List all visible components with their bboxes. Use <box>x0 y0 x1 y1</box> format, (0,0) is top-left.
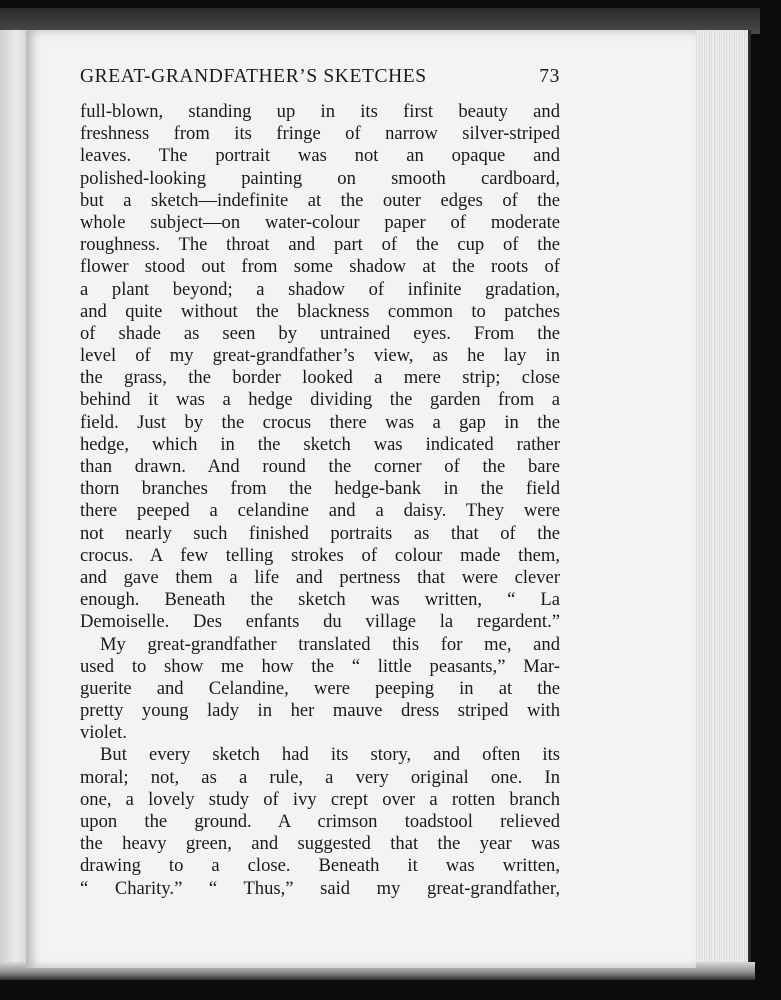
text-line: but a sketch—indefinite at the outer edges of the <box>80 189 560 211</box>
text-line: drawing to a close. Beneath it was written, <box>80 855 560 877</box>
text-line: pretty young lady in her mauve dress striped with <box>80 700 560 722</box>
text-line: flower stood out from some shadow at the roots of <box>80 256 560 278</box>
text-line: hedge, which in the sketch was indicated rather <box>80 433 560 455</box>
text-line: crocus. A few telling strokes of colour made them, <box>80 544 560 566</box>
text-line: guerite and Celandine, were peeping in at the <box>80 677 560 699</box>
left-page-edge <box>0 30 28 975</box>
running-title: GREAT-GRANDFATHER’S SKETCHES <box>80 66 427 87</box>
text-line: moral; not, as a rule, a very original one. In <box>80 766 560 788</box>
text-line: leaves. The portrait was not an opaque and <box>80 145 560 167</box>
text-line: the grass, the border looked a mere strip; close <box>80 367 560 389</box>
text-line: whole subject—on water-colour paper of moderate <box>80 211 560 233</box>
text-line: Demoiselle. Des enfants du village la regardent.” <box>80 611 560 633</box>
text-line: My great-grandfather translated this for me, and <box>100 633 560 655</box>
text-line: enough. Beneath the sketch was written, “ La <box>80 589 560 611</box>
text-line: a plant beyond; a shadow of infinite gradation, <box>80 278 560 300</box>
text-line: of shade as seen by untrained eyes. From the <box>80 322 560 344</box>
text-line: “ Charity.” “ Thus,” said my great-grandfather, <box>80 877 560 899</box>
text-line: polished-looking painting on smooth cardboard, <box>80 167 560 189</box>
text-line: and quite without the blackness common to patches <box>80 300 560 322</box>
text-line: not nearly such finished portraits as that of the <box>80 522 560 544</box>
text-line: and gave them a life and pertness that were clever <box>80 566 560 588</box>
text-line: than drawn. And round the corner of the bare <box>80 456 560 477</box>
text-line: But every sketch had its story, and often its <box>100 744 560 766</box>
text-line: one, a lovely study of ivy crept over a rotten branch <box>80 788 560 810</box>
text-line: violet. <box>80 722 127 744</box>
running-header <box>80 66 560 88</box>
text-line: the heavy green, and suggested that the year was <box>80 833 560 855</box>
text-line: behind it was a hedge dividing the garden from a <box>80 389 560 411</box>
text-line: level of my great-grandfather’s view, as he lay in <box>80 345 560 367</box>
text-line: freshness from its fringe of narrow silver-striped <box>80 123 560 145</box>
text-line: field. Just by the crocus there was a gap in the <box>80 411 560 433</box>
text-line: upon the ground. A crimson toadstool relieved <box>80 811 560 832</box>
text-line: thorn branches from the hedge-bank in the field <box>80 478 560 500</box>
page-stack-edge <box>690 30 751 970</box>
text-line: used to show me how the “ little peasants,” Mar- <box>80 655 560 677</box>
body-text <box>80 101 560 900</box>
text-line: roughness. The throat and part of the cup of the <box>80 234 560 256</box>
text-line: there peeped a celandine and a daisy. They were <box>80 500 560 522</box>
page-number: 73 <box>539 66 560 87</box>
text-line: full-blown, standing up in its first beauty and <box>80 101 560 122</box>
